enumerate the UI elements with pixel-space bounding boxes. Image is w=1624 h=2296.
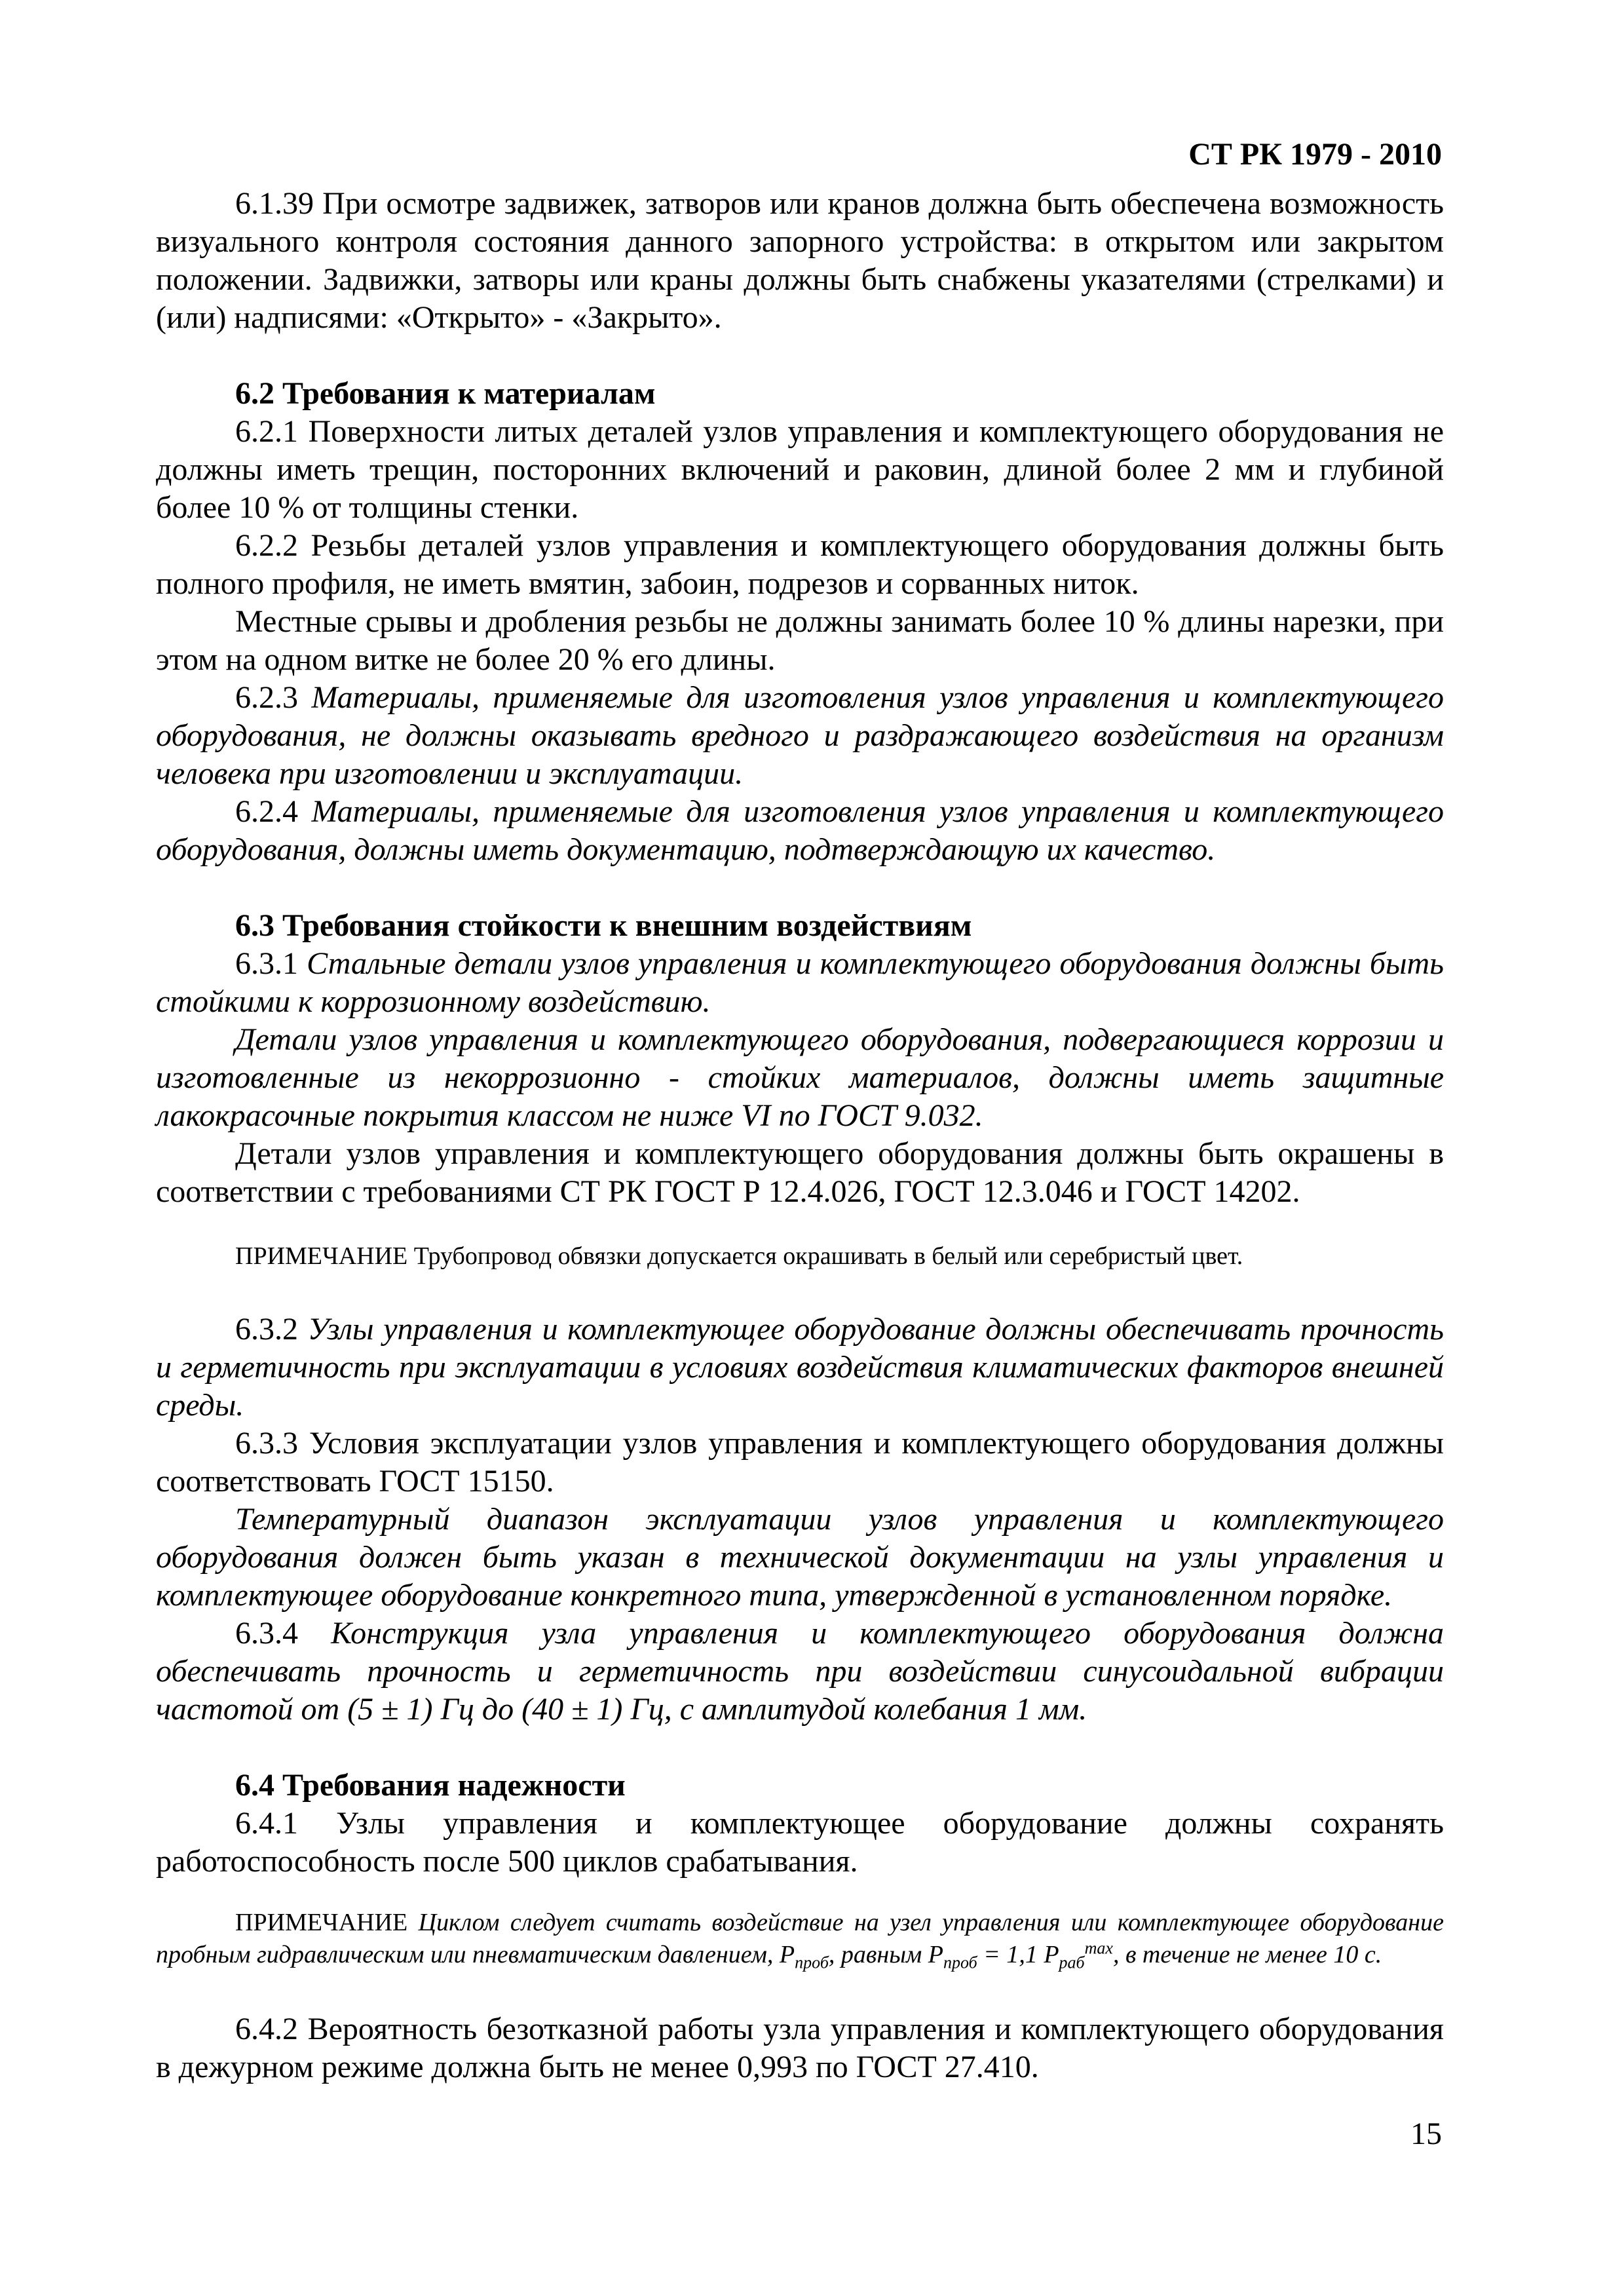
paragraph-6-2-1: 6.2.1 Поверхности литых деталей узлов управления и комплектующего оборудования не должны иметь трещин, посторонних включений и раковин, длиной более 2 мм и глубиной более 10 % от толщины стенки. [156, 414, 1444, 525]
clause-text: Стальные детали узлов управления и комплектующего оборудования должны быть стойкими к коррозионному воздействию. [156, 946, 1445, 1019]
paragraph-6-3-4 [156, 1615, 1444, 1729]
paragraph-6-2-2-cont: Местные срывы и дробления резьбы не должны занимать более 10 % длины нарезки, при этом на одном витке не более 20 % его длины. [156, 604, 1444, 677]
paragraph-6-2-2: 6.2.2 Резьбы деталей узлов управления и комплектующего оборудования должны быть полного профиля, не иметь вмятин, забоин, подрезов и сорванных ниток. [156, 528, 1444, 601]
paragraph-6-3-1-paint: Детали узлов управления и комплектующего оборудования должны быть окрашены в соответствии с требованиями СТ РК ГОСТ Р 12.4.026, ГОСТ 12.3.046 и ГОСТ 14202. [156, 1136, 1444, 1209]
subscript: проб [795, 1953, 829, 1972]
paragraph-6-3-1 [156, 945, 1444, 1021]
clause-text: Материалы, применяемые для изготовления узлов управления и комплектующего оборудования, не должны оказывать вредного и раздражающего воздействия на организм человека при изготовлении и эксплуатации. [156, 680, 1444, 791]
clause-text: Узлы управления и комплектующее оборудование должны обеспечивать прочность и герметичность при эксплуатации в условиях воздействия климатических факторов внешней среды. [156, 1312, 1444, 1423]
clause-number: 6.3.4 [235, 1616, 298, 1651]
document-body [156, 185, 1444, 2086]
clause-number: 6.2.3 [235, 680, 298, 715]
subscript: проб [943, 1953, 977, 1972]
clause-number: 6.3.2 [235, 1312, 298, 1347]
paragraph-6-3-2 [156, 1311, 1444, 1425]
note-6-4-1 [156, 1907, 1444, 1971]
document-header: СТ РК 1979 - 2010 [1188, 137, 1442, 172]
note-label: ПРИМЕЧАНИЕ [235, 1909, 408, 1936]
paragraph-6-4-2: 6.4.2 Вероятность безотказной работы узла управления и комплектующего оборудования в дежурном режиме должна быть не менее 0,993 по ГОСТ 27.410. [156, 2012, 1444, 2084]
section-heading-6-3: 6.3 Требования стойкости к внешним воздействиям [235, 908, 972, 943]
superscript: max [1084, 1938, 1113, 1958]
section-heading-6-4: 6.4 Требования надежности [235, 1768, 626, 1803]
clause-text: Материалы, применяемые для изготовления узлов управления и комплектующего оборудования, должны иметь документацию, подтверждающую их качество. [156, 794, 1444, 867]
paragraph-6-2-3 [156, 679, 1444, 793]
clause-number: 6.2.4 [235, 794, 298, 829]
clause-text: Конструкция узла управления и комплектующего оборудования должна обеспечивать прочность и герметичность при воздействии синусоидальной вибрации частотой от (5 ± 1) Гц до (40 ± 1) Гц, с амплитудой колебания 1 мм. [156, 1616, 1444, 1727]
note-text: Трубопровод обвязки допускается окрашивать в белый или серебристый цвет. [413, 1242, 1243, 1270]
note-label: ПРИМЕЧАНИЕ [235, 1242, 408, 1270]
paragraph-6-2-4 [156, 793, 1444, 869]
page-number: 15 [1410, 2116, 1442, 2151]
note-text: Циклом следует считать воздействие на узел управления или комплектующее оборудование пробным гидравлическим или пневматическим давлением, $P_{проб}$, равным $P_{проб} = 1,1$ $P_{раб}^{max}$, в течение не менее 10 с. [156, 1909, 1444, 1972]
paragraph-6-3-1-cont: Детали узлов управления и комплектующего оборудования, подвергающиеся коррозии и изготовленные из некоррозионно - стойких материалов, должны иметь защитные лакокрасочные покрытия классом не ниже VI по ГОСТ 9.032. [156, 1022, 1444, 1133]
paragraph-6-3-3: 6.3.3 Условия эксплуатации узлов управления и комплектующего оборудования должны соответствовать ГОСТ 15150. [156, 1426, 1444, 1499]
paragraph-6-4-1: 6.4.1 Узлы управления и комплектующее оборудование должны сохранять работоспособность после 500 циклов срабатывания. [156, 1806, 1444, 1879]
paragraph-6-1-39: 6.1.39 При осмотре задвижек, затворов или кранов должна быть обеспечена возможность визуального контроля состояния данного запорного устройства: в открытом или закрытом положении. Задвижки, затворы или краны должны быть снабжены указателями (стрелками) и (или) надписями: «Открыто» - «Закрыто». [156, 186, 1444, 335]
paragraph-6-3-3-cont: Температурный диапазон эксплуатации узлов управления и комплектующего оборудования должен быть указан в технической документации на узлы управления и комплектующее оборудование конкретного типа, утвержденной в установленном порядке. [156, 1502, 1444, 1613]
note-6-3-1 [156, 1240, 1444, 1272]
subscript: раб [1059, 1953, 1085, 1972]
section-heading-6-2: 6.2 Требования к материалам [235, 376, 656, 411]
clause-number: 6.3.1 [235, 946, 298, 981]
